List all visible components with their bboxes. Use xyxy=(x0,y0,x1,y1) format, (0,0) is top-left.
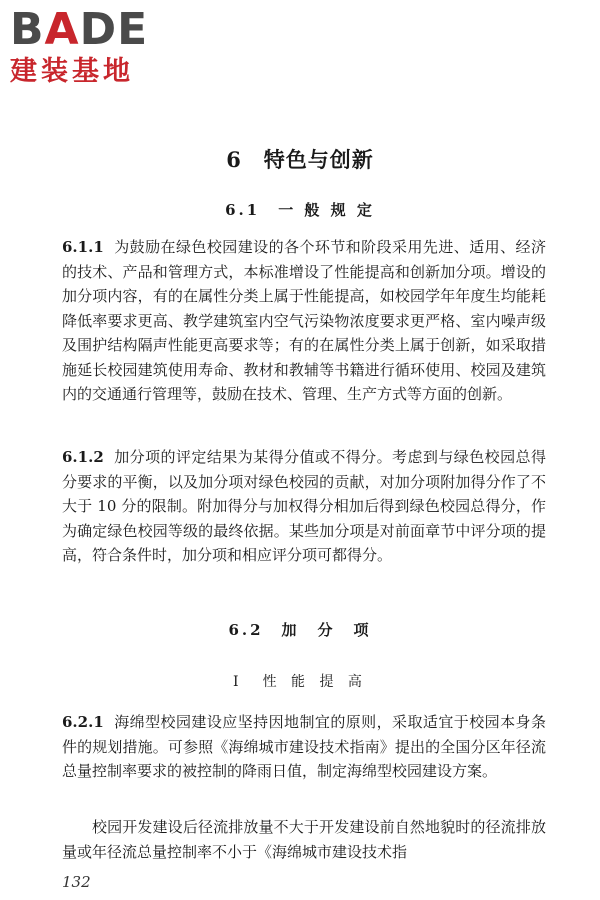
clause-6-1-2 xyxy=(62,445,546,568)
bade-logo xyxy=(10,6,185,88)
clause-6-2-1-continued xyxy=(62,815,546,864)
clause-number: 6.2.1 xyxy=(62,713,104,731)
clause-text: 校园开发建设后径流排放量不大于开发建设前自然地貌时的径流排放量或年径流总量控制率不小于《海绵城市建设技术指 xyxy=(62,818,546,861)
clause-6-2-1 xyxy=(62,710,546,784)
clause-text: 加分项的评定结果为某得分值或不得分。考虑到与绿色校园总得分要求的平衡，以及加分项对绿色校园的贡献，对加分项附加得分作了不大于 10 分的限制。附加得分与加权得分相加后得到绿色校园总得分，作为确定绿色校园等级的最终依据。某些加分项是对前面章节中评分项的提高，符合条件时，加分项和相应评分项可都得分。 xyxy=(62,448,546,564)
clause-text: 为鼓励在绿色校园建设的各个环节和阶段采用先进、适用、经济的技术、产品和管理方式，本标准增设了性能提高和创新加分项。增设的加分项内容，有的在属性分类上属于性能提高，如校园学年年度生均能耗降低率要求更高、教学建筑室内空气污染物浓度要求更严格、室内噪声级及围护结构隔声性能更高要求等；有的在属性分类上属于创新，如采取措施延长校园建筑使用寿命、教材和教辅等书籍进行循环使用、校园及建筑内的交通通行管理等，鼓励在技术、管理、生产方式等方面的创新。 xyxy=(62,238,546,403)
clause-6-1-1 xyxy=(62,235,546,407)
chapter-title: 6 特色与创新 xyxy=(226,147,374,172)
logo-subtitle: 建装基地 xyxy=(10,56,134,87)
subsection-title: Ⅰ 性 能 提 高 xyxy=(233,674,367,690)
clause-text: 海绵型校园建设应坚持因地制宜的原则，采取适宜于校园本身条件的规划措施。可参照《海绵城市建设技术指南》提出的全国分区年径流总量控制率要求的被控制的降雨日值，制定海绵型校园建设方案。 xyxy=(62,713,546,780)
logo-wordmark: BADE xyxy=(10,4,149,55)
section-title-6-1: 6.1 一 般 规 定 xyxy=(225,201,375,219)
section-title-6-2: 6.2 加 分 项 xyxy=(228,621,372,639)
clause-number: 6.1.1 xyxy=(62,238,104,256)
page-number: 132 xyxy=(62,873,91,891)
clause-number: 6.1.2 xyxy=(62,448,104,466)
